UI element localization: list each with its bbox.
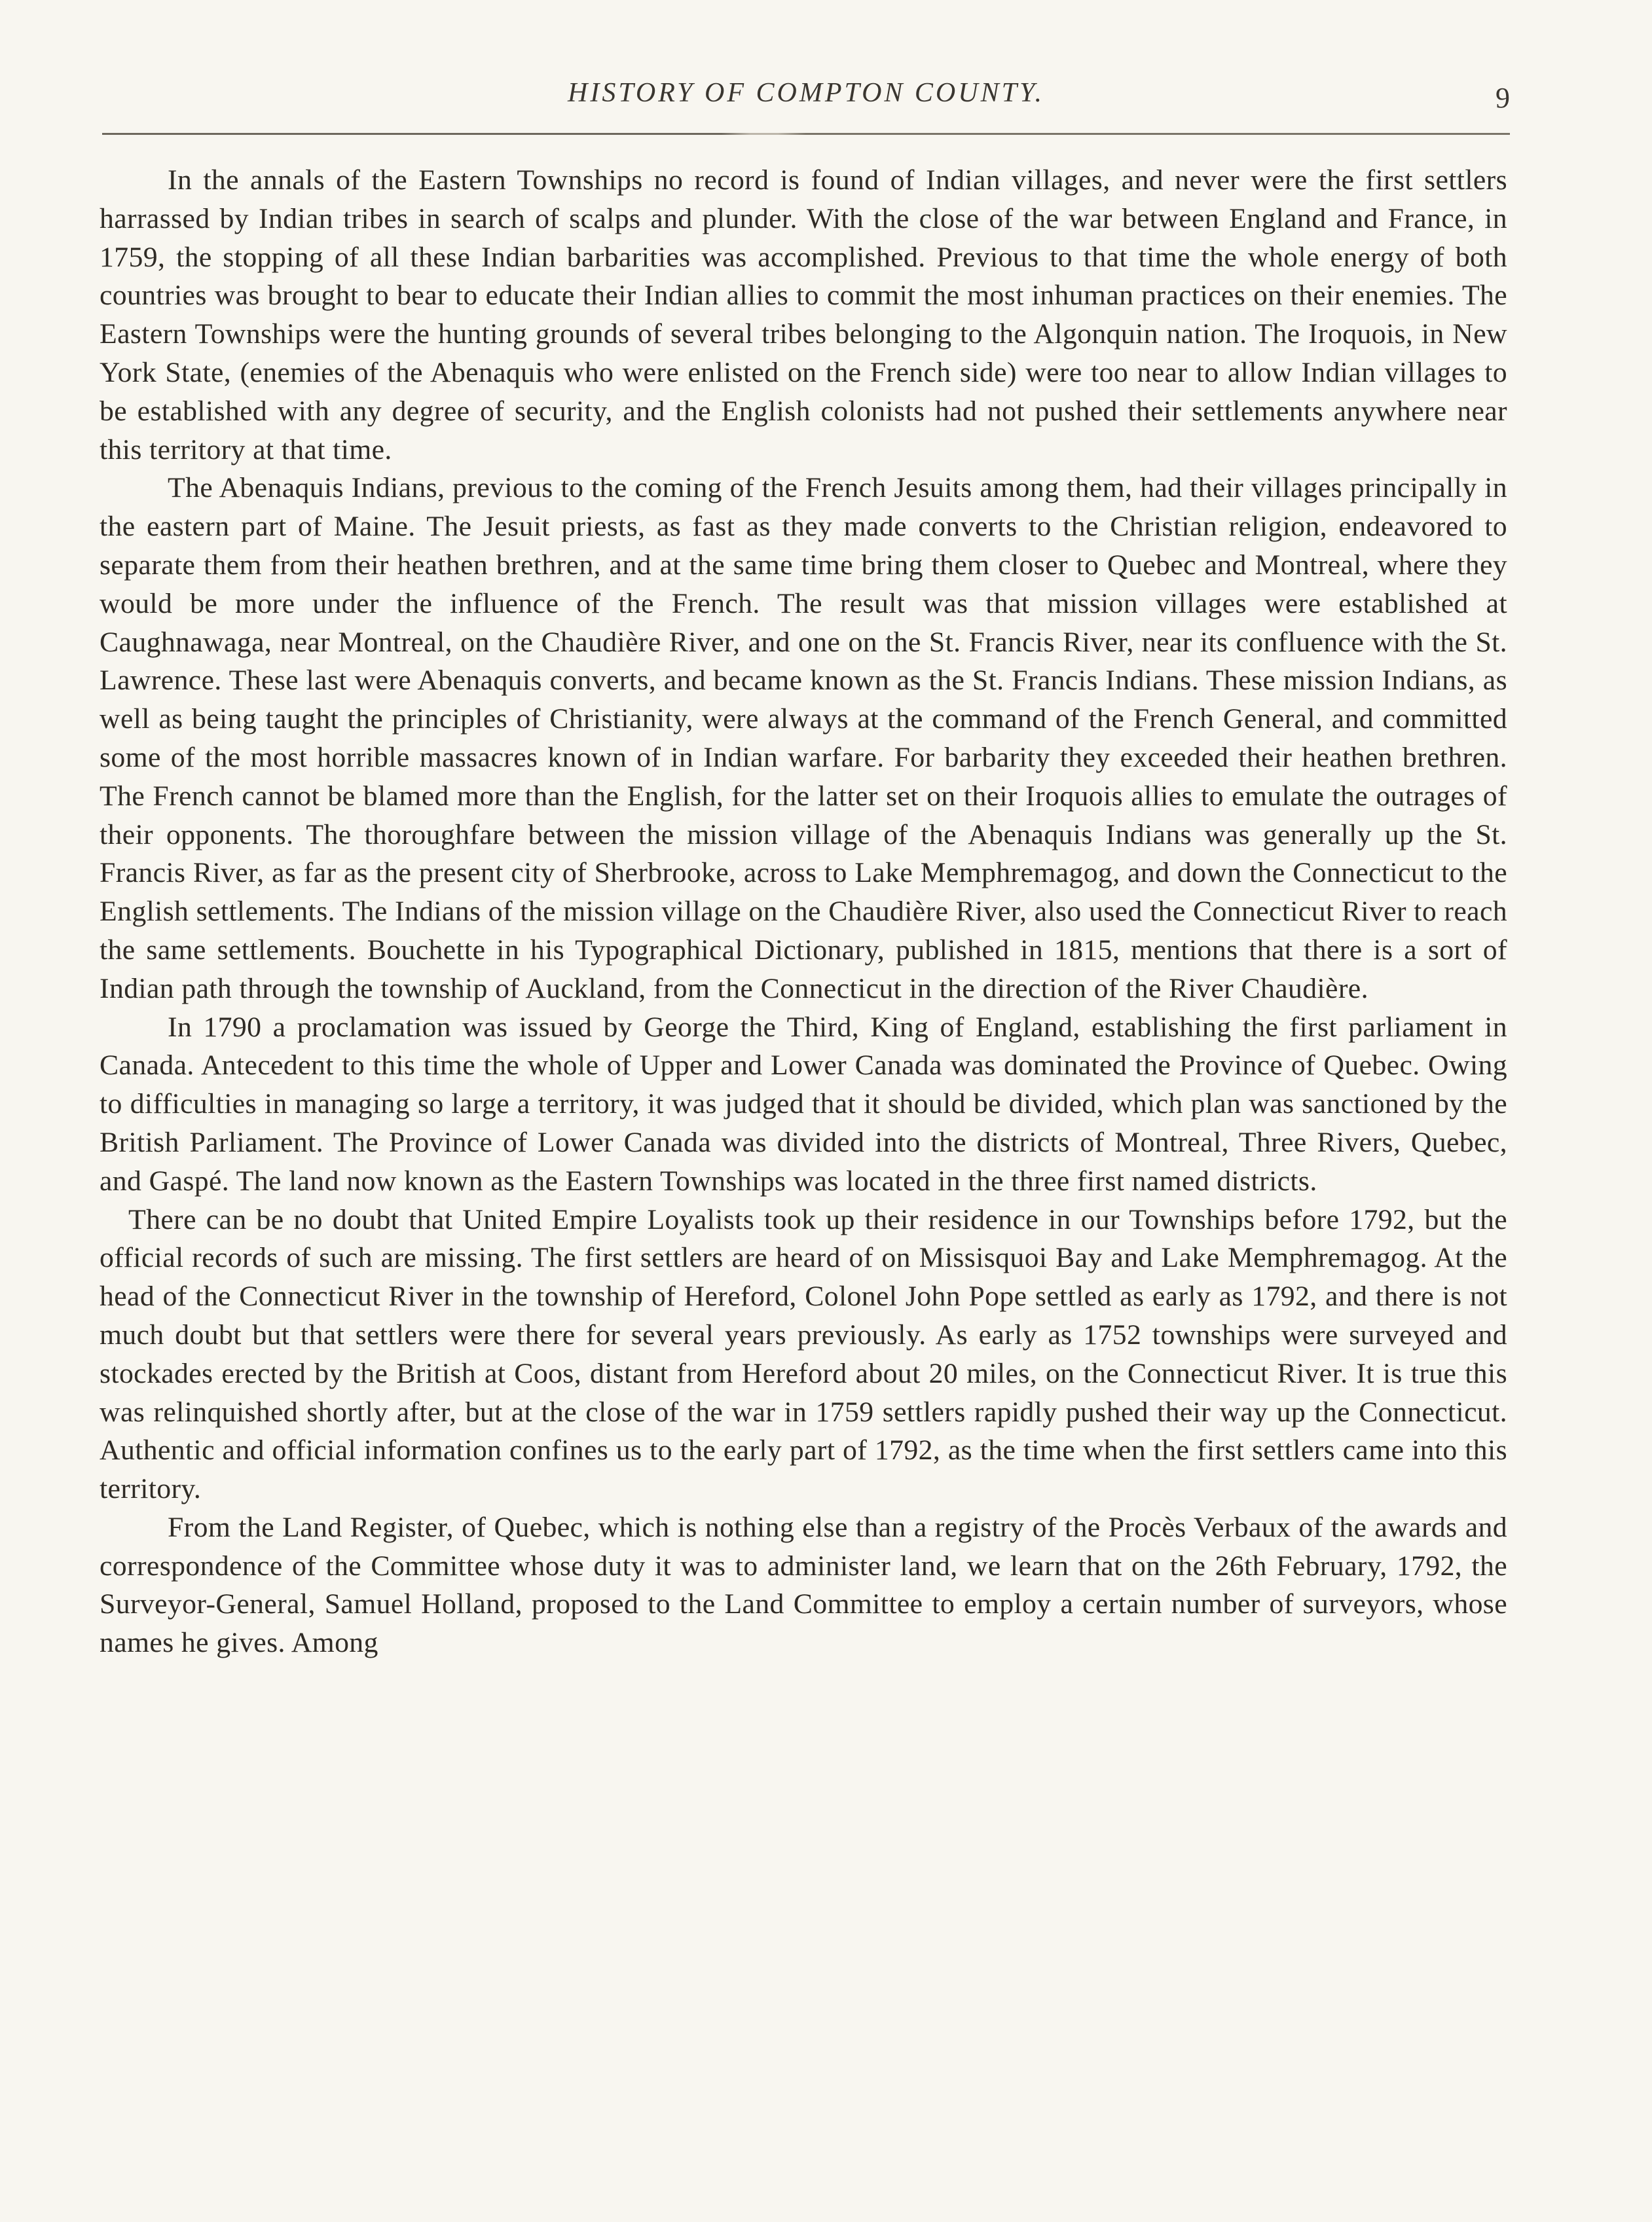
paragraph-3: In 1790 a proclamation was issued by George the Third, King of England, establishing the first parliament in Canada. Antecedent to this time the whole of Upper and Lower Canada was dominated the Province of Quebec. Owing to difficulties in managing so large a territory, it was judged that it should be divided, which plan was sanctioned by the British Parliament. The Province of Lower Canada was divided into the districts of Montreal, Three Rivers, Quebec, and Gaspé. The land now known as the Eastern Townships was located in the three first named districts. (100, 1011, 1507, 1197)
page-header (102, 77, 1510, 130)
paragraph-4: There can be no doubt that United Empire Loyalists took up their residence in our Townships before 1792, but the official records of such are missing. The first settlers are heard of on Missisquoi Bay and Lake Memphremagog. At the head of the Connecticut River in the township of Hereford, Colonel John Pope settled as early as 1792, and there is not much doubt but that settlers were there for several years previously. As early as 1752 townships were surveyed and stockades erected by the British at Coos, distant from Hereford about 20 miles, on the Connecticut River. It is true this was relinquished shortly after, but at the close of the war in 1759 settlers rapidly pushed their way up the Connecticut. Authentic and official information confines us to the early part of 1792, as the time when the first settlers came into this territory. (100, 1203, 1507, 1505)
paragraph-1: In the annals of the Eastern Townships no record is found of Indian villages, and never were the first settlers harrassed by Indian tribes in search of scalps and plunder. With the close of the war between England and France, in 1759, the stopping of all these Indian barbarities was accomplished. Previous to that time the whole energy of both countries was brought to bear to educate their Indian allies to commit the most inhuman practices on their enemies. The Eastern Townships were the hunting grounds of several tribes belonging to the Algonquin nation. The Iroquois, in New York State, (enemies of the Abenaquis who were enlisted on the French side) were too near to allow Indian villages to be established with any degree of security, and the English colonists had not pushed their settlements anywhere near this territory at that time. (100, 164, 1507, 465)
body-text (100, 161, 1507, 1662)
running-title: HISTORY OF COMPTON COUNTY. (568, 78, 1044, 108)
paragraph-2: The Abenaquis Indians, previous to the coming of the French Jesuits among them, had their villages principally in the eastern part of Maine. The Jesuit priests, as fast as they made converts to the Christian religion, endeavored to separate them from their heathen brethren, and at the same time bring them closer to Quebec and Montreal, where they would be more under the influence of the French. The result was that mission villages were established at Caughnawaga, near Montreal, on the Chaudière River, and one on the St. Francis River, near its confluence with the St. Lawrence. These last were Abenaquis converts, and became known as the St. Francis Indians. These mission Indians, as well as being taught the principles of Christianity, were always at the command of the French General, and committed some of the most horrible massacres known of in Indian warfare. For barbarity they exceeded their heathen brethren. The French cannot be blamed more than the English, for the latter set on their Iroquois allies to emulate the outrages of their opponents. The thoroughfare between the mission village of the Abenaquis Indians was generally up the St. Francis River, as far as the present city of Sherbrooke, across to Lake Memphremagog, and down the Connecticut to the English settlements. The Indians of the mission village on the Chaudière River, also used the Connecticut River to reach the same settlements. Bouchette in his Typographical Dictionary, published in 1815, mentions that there is a sort of Indian path through the township of Auckland, from the Connecticut in the direction of the River Chaudière. (100, 472, 1507, 1004)
page-number: 9 (1496, 82, 1510, 114)
header-rule (102, 133, 1510, 135)
paragraph-5: From the Land Register, of Quebec, which is nothing else than a registry of the Procès Verbaux of the awards and correspondence of the Committee whose duty it was to administer land, we learn that on the 26th February, 1792, the Surveyor-General, Samuel Holland, proposed to the Land Committee to employ a certain number of surveyors, whose names he gives. Among (100, 1511, 1507, 1659)
